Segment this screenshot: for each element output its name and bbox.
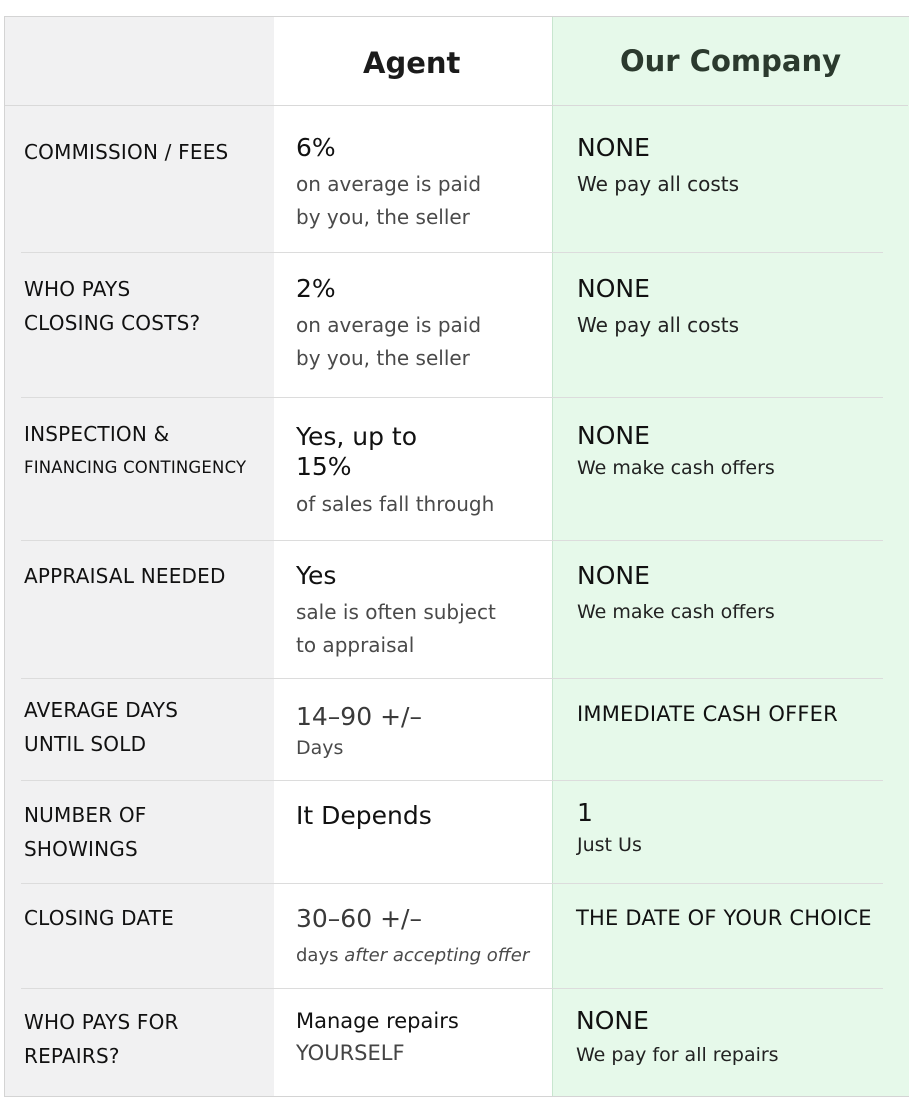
row-divider	[21, 988, 883, 989]
row-divider	[21, 678, 883, 679]
row-label-line: COMMISSION / FEES	[24, 140, 229, 164]
agent-value: 30–60 +/–	[296, 904, 422, 933]
agent-value: 6%	[296, 133, 336, 162]
agent-detail	[296, 732, 343, 765]
row-divider	[21, 252, 883, 253]
header-divider	[5, 105, 908, 106]
agent-detail-line: of sales fall through	[296, 492, 495, 516]
agent-detail	[296, 309, 481, 375]
agent-detail-line: on average is paid	[296, 172, 482, 196]
company-value: THE DATE OF YOUR CHOICE	[576, 906, 872, 930]
company-value: NONE	[577, 561, 650, 590]
company-value: NONE	[577, 421, 650, 450]
company-value: NONE	[577, 274, 650, 303]
agent-detail-line: to appraisal	[296, 633, 415, 657]
agent-value: It Depends	[296, 801, 432, 830]
agent-detail	[296, 596, 496, 662]
company-detail: We pay for all repairs	[576, 1044, 779, 1066]
row-label	[24, 798, 147, 866]
row-divider	[21, 397, 883, 398]
agent-detail-line: by you, the seller	[296, 346, 470, 370]
company-header: Our Company	[620, 44, 841, 78]
agent-detail	[296, 168, 481, 234]
row-label-line: SHOWINGS	[24, 837, 138, 861]
row-label-line: CLOSING DATE	[24, 906, 174, 930]
agent-value: Yes	[296, 561, 337, 590]
company-detail: Just Us	[577, 834, 642, 856]
agent-value-line: Manage repairs	[296, 1009, 459, 1033]
row-divider	[21, 540, 883, 541]
company-value: NONE	[577, 133, 650, 162]
agent-detail-plain: days	[296, 945, 339, 966]
row-label-line: NUMBER OF	[24, 803, 147, 827]
agent-value-line: Yes, up to	[296, 422, 418, 451]
row-divider	[21, 883, 883, 884]
company-detail: We make cash offers	[577, 601, 775, 623]
agent-detail-line: sale is often subject	[296, 600, 496, 624]
row-label	[24, 559, 226, 593]
row-label-line: WHO PAYS	[24, 277, 131, 301]
agent-value	[296, 422, 417, 482]
agent-detail	[296, 488, 494, 521]
company-value: NONE	[576, 1006, 649, 1035]
agent-detail-line: on average is paid	[296, 313, 482, 337]
row-label	[24, 417, 246, 485]
row-label	[24, 1005, 179, 1073]
row-divider	[21, 780, 883, 781]
company-detail: We pay all costs	[577, 313, 740, 337]
row-label-line: APPRAISAL NEEDED	[24, 564, 226, 588]
company-detail: We make cash offers	[577, 457, 775, 479]
company-value: 1	[577, 798, 593, 827]
row-label-line: INSPECTION &	[24, 422, 170, 446]
row-label-line: REPAIRS?	[24, 1044, 120, 1068]
row-label	[24, 135, 228, 169]
row-label-line: UNTIL SOLD	[24, 732, 147, 756]
agent-value-line: 15%	[296, 452, 352, 481]
agent-detail	[296, 939, 529, 972]
agent-detail-line: by you, the seller	[296, 205, 470, 229]
row-label-line: WHO PAYS FOR	[24, 1010, 179, 1034]
agent-value: 14–90 +/–	[296, 702, 422, 731]
agent-detail-line: Days	[296, 737, 344, 759]
agent-detail-italic: after accepting offer	[344, 945, 530, 966]
agent-value: 2%	[296, 274, 336, 303]
row-label	[24, 901, 174, 935]
row-label-line: CLOSING COSTS?	[24, 311, 201, 335]
agent-value	[296, 1005, 459, 1069]
row-label	[24, 693, 178, 761]
company-value: IMMEDIATE CASH OFFER	[577, 702, 838, 726]
row-label	[24, 272, 200, 340]
company-detail: We pay all costs	[577, 172, 740, 196]
agent-value-line: YOURSELF	[296, 1041, 405, 1065]
row-label-line: FINANCING CONTINGENCY	[24, 458, 247, 477]
row-label-line: AVERAGE DAYS	[24, 698, 179, 722]
agent-header: Agent	[363, 46, 461, 80]
